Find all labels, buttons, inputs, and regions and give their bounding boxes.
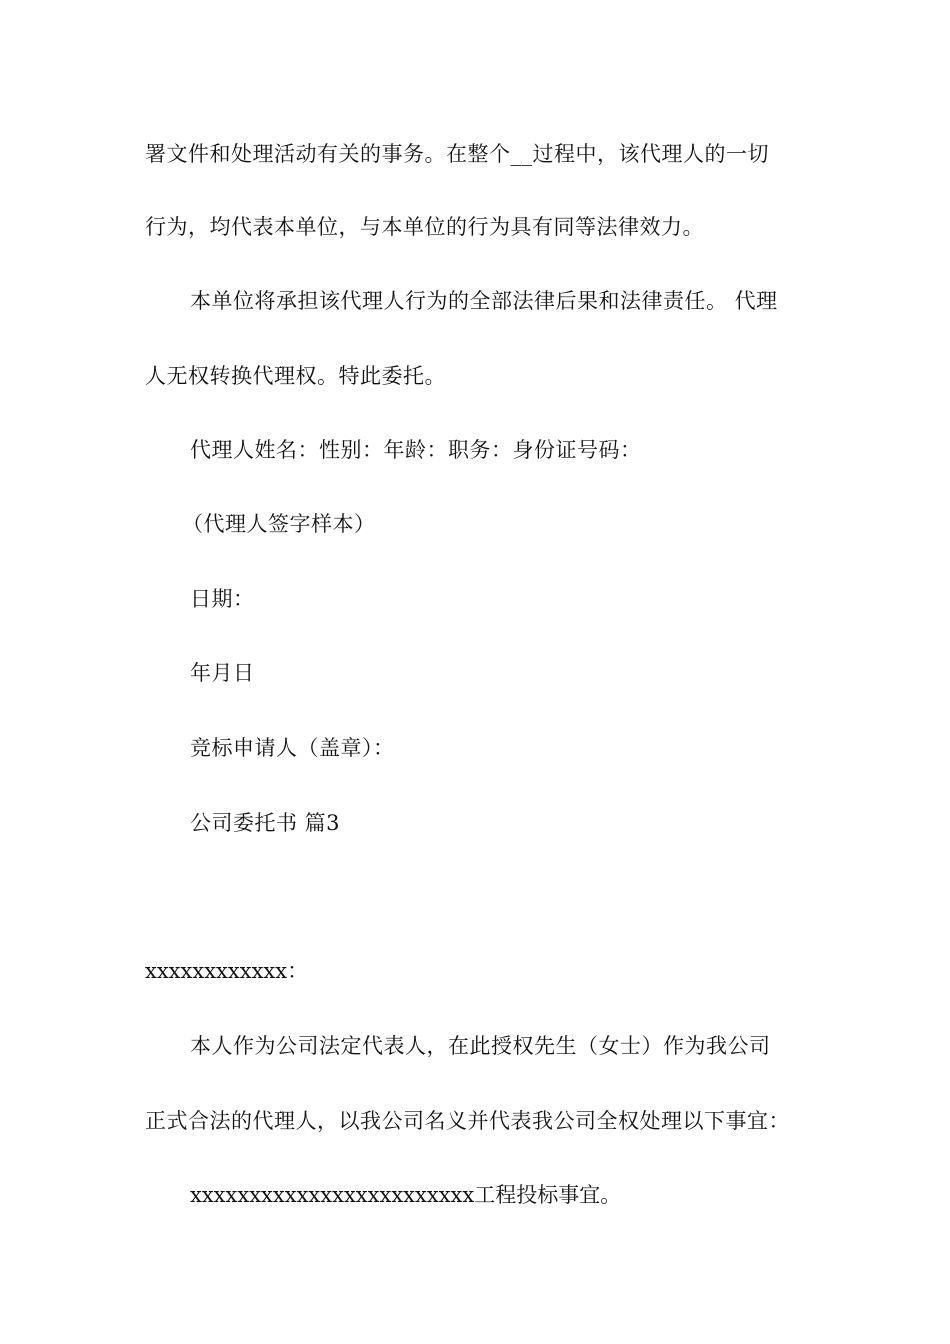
paragraph-line: 署文件和处理活动有关的事务。在整个__过程中，该代理人的一切 [145, 142, 769, 166]
signature-sample-label: （代理人签字样本） [182, 512, 376, 536]
section-heading: 公司委托书 篇3 [190, 811, 341, 835]
agent-info-fields: 代理人姓名：性别：年龄：职务：身份证号码： [190, 438, 642, 462]
paragraph-line: 人无权转换代理权。特此委托。 [145, 364, 446, 388]
addressee: xxxxxxxxxxxx： [145, 959, 309, 983]
date-label: 日期： [190, 587, 255, 611]
applicant-seal-label: 竞标申请人（盖章）： [190, 736, 395, 760]
paragraph-line: xxxxxxxxxxxxxxxxxxxxxxxx工程投标事宜。 [190, 1183, 622, 1207]
paragraph-line: 本人作为公司法定代表人，在此授权先生（女士）作为我公司 [190, 1034, 771, 1058]
date-fields: 年月日 [190, 661, 255, 685]
paragraph-line: 行为，均代表本单位，与本单位的行为具有同等法律效力。 [145, 215, 704, 239]
paragraph-line: 正式合法的代理人，以我公司名义并代表我公司全权处理以下事宜： [145, 1109, 790, 1133]
paragraph-line: 本单位将承担该代理人行为的全部法律后果和法律责任。 代理 [190, 289, 778, 313]
